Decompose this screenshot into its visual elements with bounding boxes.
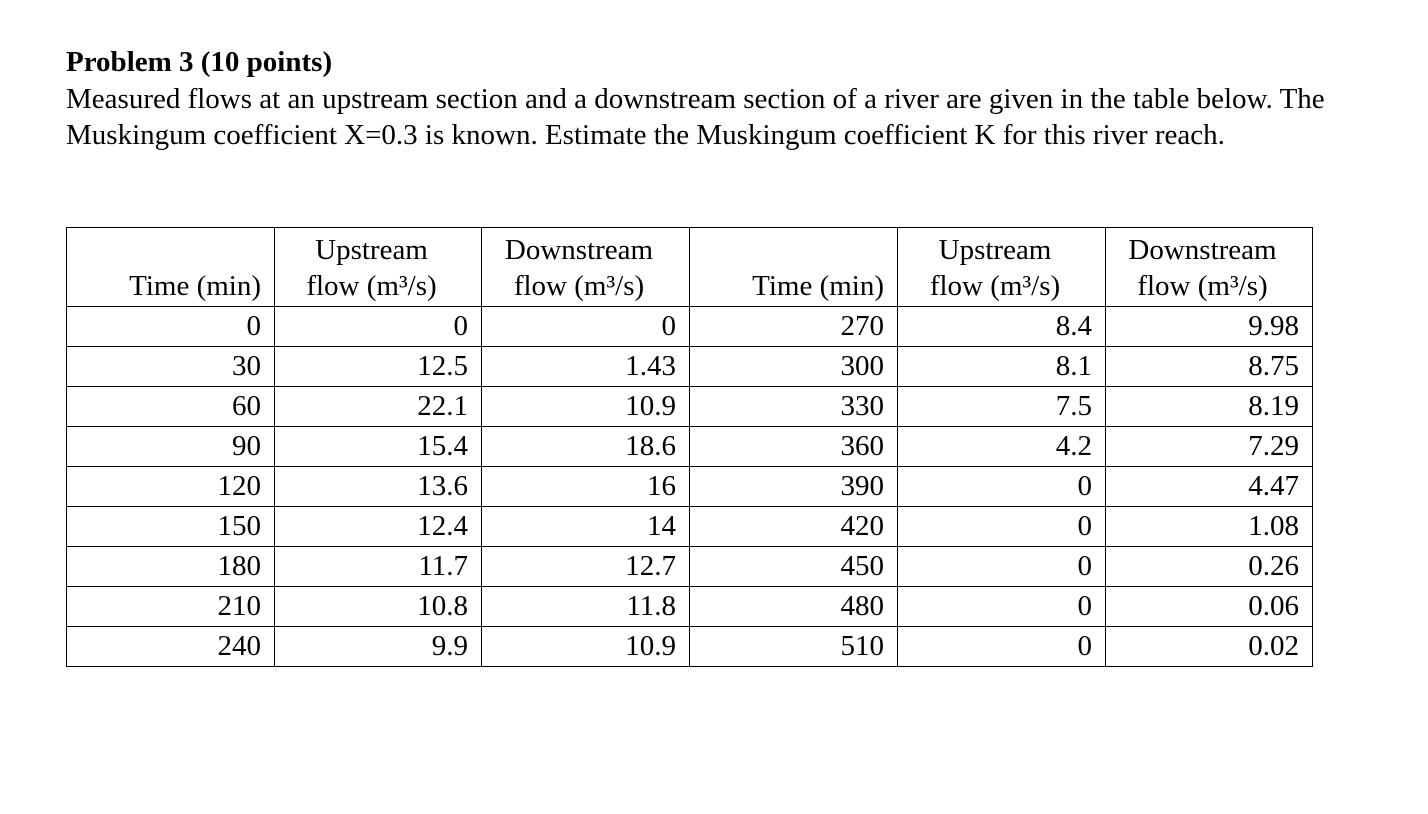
table-row — [67, 587, 1313, 627]
table-cell: 8.1 — [898, 347, 1106, 387]
table-cell: 18.6 — [482, 427, 690, 467]
header-line1: Upstream — [938, 234, 1052, 266]
table-cell: 0 — [898, 627, 1106, 667]
table-cell: 16 — [482, 467, 690, 507]
table-cell: 0 — [67, 307, 275, 347]
table-cell: 120 — [67, 467, 275, 507]
table-cell: 10.9 — [482, 387, 690, 427]
table-cell: 0 — [898, 587, 1106, 627]
header-line2: flow (m³/s) — [1137, 270, 1268, 302]
table-cell: 0 — [482, 307, 690, 347]
table-cell: 0.26 — [1106, 547, 1313, 587]
table-cell: 360 — [690, 427, 898, 467]
table-cell: 8.19 — [1106, 387, 1313, 427]
header-line1 — [690, 232, 884, 268]
header-time-2 — [690, 228, 898, 307]
table-cell: 12.4 — [275, 507, 482, 547]
table-cell: 300 — [690, 347, 898, 387]
header-line1: Downstream — [1128, 234, 1277, 266]
header-time-1 — [67, 228, 275, 307]
table-cell: 390 — [690, 467, 898, 507]
table-cell: 420 — [690, 507, 898, 547]
table-row — [67, 547, 1313, 587]
table-cell: 510 — [690, 627, 898, 667]
header-downstream-2 — [1106, 228, 1313, 307]
problem-statement — [66, 44, 1356, 153]
table-cell: 1.08 — [1106, 507, 1313, 547]
table-cell: 240 — [67, 627, 275, 667]
table-cell: 7.29 — [1106, 427, 1313, 467]
table-cell: 7.5 — [898, 387, 1106, 427]
table-cell: 4.2 — [898, 427, 1106, 467]
table-row — [67, 427, 1313, 467]
table-cell: 0.02 — [1106, 627, 1313, 667]
header-line2: flow (m³/s) — [513, 270, 645, 302]
table-cell: 9.98 — [1106, 307, 1313, 347]
table-header-row — [67, 228, 1313, 307]
table-row — [67, 387, 1313, 427]
table-cell: 0 — [275, 307, 482, 347]
table-row — [67, 307, 1313, 347]
flow-table — [66, 227, 1313, 667]
table-cell: 30 — [67, 347, 275, 387]
table-cell: 90 — [67, 427, 275, 467]
header-line2: Time (min) — [752, 270, 884, 302]
table-cell: 0.06 — [1106, 587, 1313, 627]
table-cell: 10.9 — [482, 627, 690, 667]
table-cell: 11.8 — [482, 587, 690, 627]
table-cell: 4.47 — [1106, 467, 1313, 507]
header-line2: flow (m³/s) — [929, 270, 1061, 302]
header-upstream-1 — [275, 228, 482, 307]
table-cell: 14 — [482, 507, 690, 547]
table-cell: 11.7 — [275, 547, 482, 587]
problem-title: Problem 3 (10 points) — [66, 46, 333, 78]
table-cell: 60 — [67, 387, 275, 427]
table-cell: 8.4 — [898, 307, 1106, 347]
table-row — [67, 467, 1313, 507]
table-cell: 15.4 — [275, 427, 482, 467]
table-cell: 0 — [898, 547, 1106, 587]
table-cell: 13.6 — [275, 467, 482, 507]
table-row — [67, 507, 1313, 547]
table-cell: 210 — [67, 587, 275, 627]
table-cell: 8.75 — [1106, 347, 1313, 387]
table-cell: 22.1 — [275, 387, 482, 427]
header-line1 — [67, 232, 261, 268]
table-cell: 0 — [898, 507, 1106, 547]
table-cell: 330 — [690, 387, 898, 427]
header-line1: Downstream — [504, 234, 654, 266]
table-row — [67, 627, 1313, 667]
table-row — [67, 347, 1313, 387]
table-cell: 450 — [690, 547, 898, 587]
table-cell: 480 — [690, 587, 898, 627]
header-upstream-2 — [898, 228, 1106, 307]
table-cell: 150 — [67, 507, 275, 547]
table-cell: 180 — [67, 547, 275, 587]
table-cell: 10.8 — [275, 587, 482, 627]
header-line2: Time (min) — [129, 270, 261, 302]
header-downstream-1 — [482, 228, 690, 307]
header-line1: Upstream — [315, 234, 428, 266]
table-cell: 0 — [898, 467, 1106, 507]
table-cell: 12.7 — [482, 547, 690, 587]
table-cell: 1.43 — [482, 347, 690, 387]
table-cell: 270 — [690, 307, 898, 347]
table-cell: 12.5 — [275, 347, 482, 387]
problem-text: Measured flows at an upstream section and a downstream section of a river are given in the table below. The Muskingum coefficient X=0.3 is known. Estimate the Muskingum coefficient K for this river reach. — [66, 83, 1325, 151]
header-line2: flow (m³/s) — [306, 270, 437, 302]
table-cell: 9.9 — [275, 627, 482, 667]
